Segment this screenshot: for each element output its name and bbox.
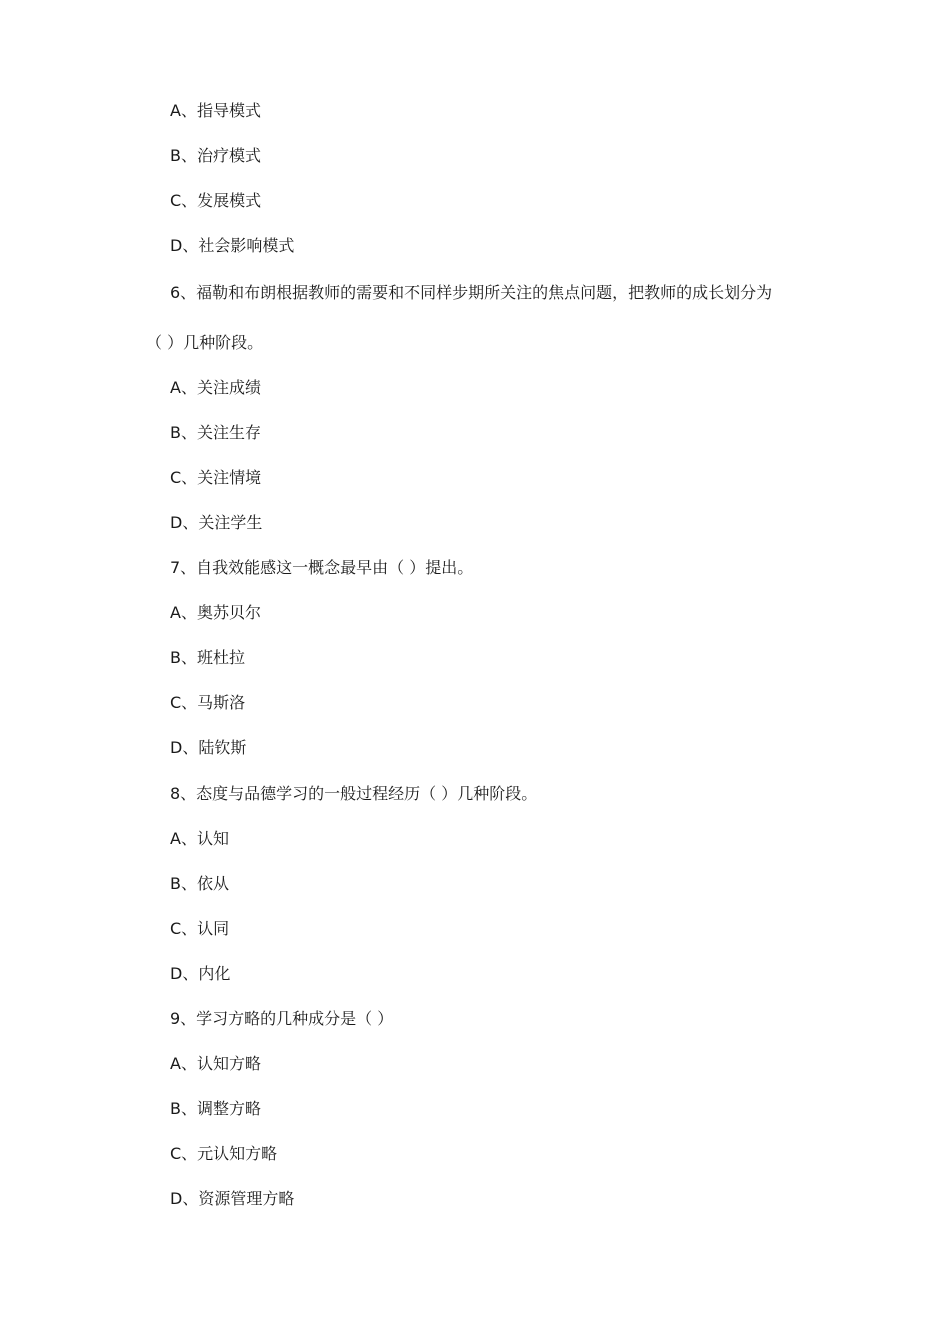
q7-option-d: D、陆钦斯 <box>170 738 247 757</box>
q9-stem: 9、学习方略的几种成分是（ ） <box>170 1009 394 1028</box>
q7-option-c: C、马斯洛 <box>170 693 246 712</box>
q5-option-b: B、治疗模式 <box>170 146 261 165</box>
q9-option-a: A、认知方略 <box>170 1054 261 1073</box>
q5-option-c: C、发展模式 <box>170 191 262 210</box>
q7-stem: 7、自我效能感这一概念最早由（ ）提出。 <box>170 558 474 577</box>
q8-option-a: A、认知 <box>170 829 229 848</box>
q6-option-a: A、关注成绩 <box>170 378 261 397</box>
q8-option-c: C、认同 <box>170 919 230 938</box>
q6-option-d: D、关注学生 <box>170 513 263 532</box>
q9-option-b: B、调整方略 <box>170 1099 261 1118</box>
q6-stem-line1: 6、福勒和布朗根据教师的需要和不同样步期所关注的焦点问题，把教师的成长划分为 <box>170 283 773 302</box>
q6-stem-line2: （ ）几种阶段。 <box>146 333 264 352</box>
q6-option-b: B、关注生存 <box>170 423 261 442</box>
q9-option-d: D、资源管理方略 <box>170 1189 295 1208</box>
q8-stem: 8、态度与品德学习的一般过程经历（ ）几种阶段。 <box>170 784 538 803</box>
q6-option-c: C、关注情境 <box>170 468 262 487</box>
q8-option-d: D、内化 <box>170 964 231 983</box>
q8-option-b: B、依从 <box>170 874 229 893</box>
q5-option-a: A、指导模式 <box>170 101 261 120</box>
q7-option-a: A、奥苏贝尔 <box>170 603 261 622</box>
q9-option-c: C、元认知方略 <box>170 1144 278 1163</box>
q5-option-d: D、社会影响模式 <box>170 236 295 255</box>
q7-option-b: B、班杜拉 <box>170 648 245 667</box>
